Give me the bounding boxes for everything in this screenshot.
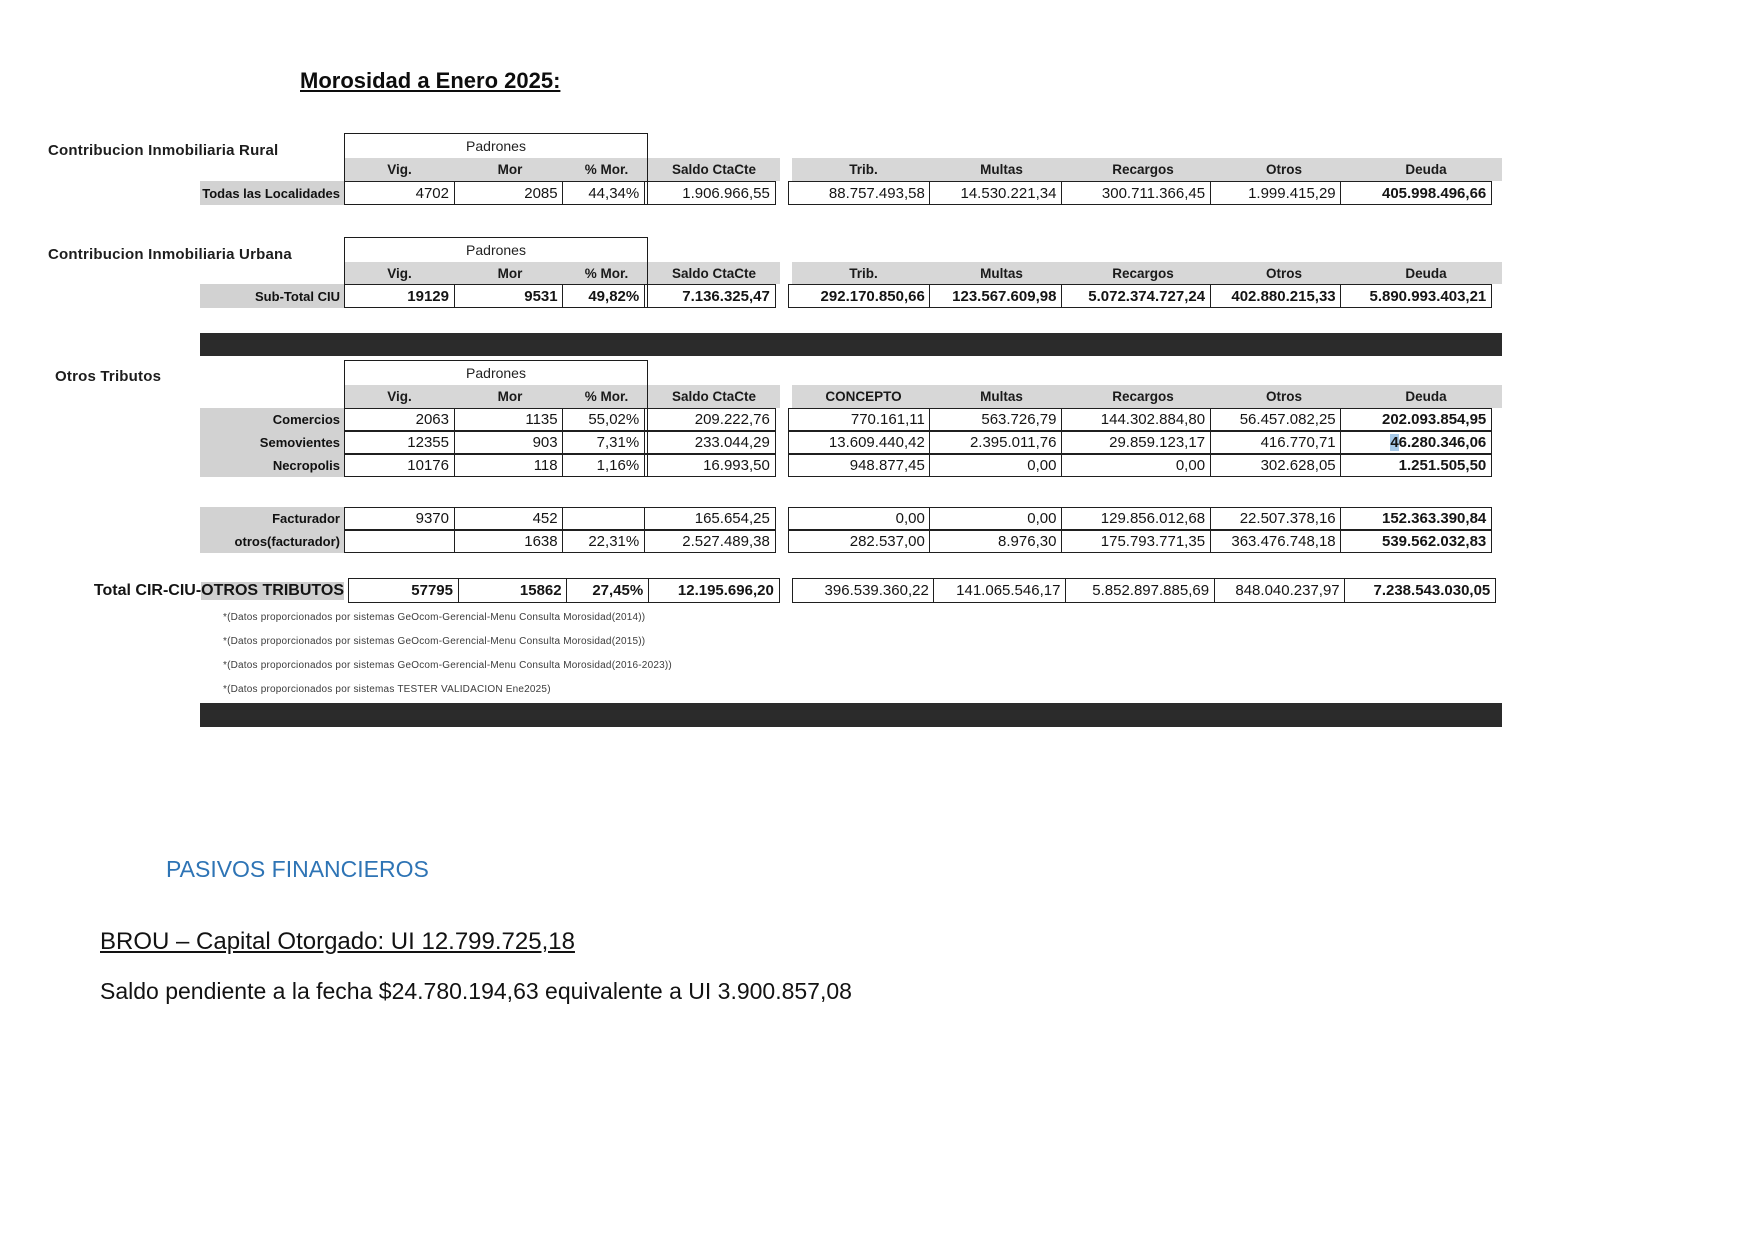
cell-mor: 118 [454, 454, 564, 477]
cell-multas: 141.065.546,17 [933, 578, 1066, 603]
col-header-otros: Otros [1218, 385, 1350, 408]
cell-multas: 14.530.221,34 [929, 181, 1062, 205]
col-header-multas: Multas [935, 385, 1068, 408]
cell-vig: 19129 [344, 284, 455, 308]
cell-otros: 416.770,71 [1210, 431, 1342, 454]
cell-pct: 55,02% [562, 408, 645, 431]
fact-row-facturador [0, 507, 1492, 530]
separator-bar [200, 703, 1502, 727]
cell-recargos: 300.711.366,45 [1061, 181, 1211, 205]
fact-row-otros-facturador [0, 530, 1492, 553]
cir-padrones-row [0, 133, 648, 158]
col-header-pct-mor: % Mor. [565, 262, 648, 284]
col-header-recargos: Recargos [1068, 158, 1218, 181]
cell-concepto: 0,00 [788, 507, 931, 530]
ot-padrones-row [0, 360, 648, 385]
cell-deuda-rest: 6.280.346,06 [1398, 434, 1487, 451]
cell-vig: 57795 [348, 578, 459, 603]
row-label: Todas las Localidades [200, 181, 344, 205]
col-header-multas: Multas [935, 262, 1068, 284]
cir-header-row [0, 158, 1502, 181]
col-header-pct-mor: % Mor. [565, 385, 648, 408]
cell-mor: 2085 [454, 181, 564, 205]
cell-recargos: 5.072.374.727,24 [1061, 284, 1211, 308]
cell-concepto: 13.609.440,42 [788, 431, 931, 454]
row-label: otros(facturador) [200, 530, 344, 553]
col-header-mor: Mor [455, 262, 565, 284]
selection-highlight: 4 [1390, 434, 1399, 451]
cell-mor: 452 [454, 507, 564, 530]
col-header-saldo: Saldo CtaCte [648, 262, 780, 284]
ciu-header-row [0, 262, 1502, 284]
col-header-deuda: Deuda [1350, 262, 1502, 284]
total-label-highlight: OTROS TRIBUTOS [201, 581, 344, 599]
footnote-line: *(Datos proporcionados por sistemas GeOcom-Gerencial-Menu Consulta Morosidad(2015)) [223, 636, 646, 647]
col-header-saldo: Saldo CtaCte [648, 158, 780, 181]
cell-mor: 903 [454, 431, 564, 454]
cell-otros: 848.040.237,97 [1214, 578, 1346, 603]
footnotes [223, 606, 672, 702]
row-label: Sub-Total CIU [200, 284, 344, 308]
cell-saldo: 2.527.489,38 [644, 530, 776, 553]
cell-pct: 7,31% [562, 431, 645, 454]
text-saldo-pendiente: Saldo pendiente a la fecha $24.780.194,63 equivalente a UI 3.900.857,08 [100, 978, 852, 1004]
cell-vig: 4702 [344, 181, 455, 205]
separator-bar [200, 333, 1502, 356]
cell-saldo: 233.044,29 [644, 431, 776, 454]
col-header-recargos: Recargos [1068, 385, 1218, 408]
footnote-line: *(Datos proporcionados por sistemas GeOcom-Gerencial-Menu Consulta Morosidad(2014)) [223, 612, 646, 623]
footnote-line: *(Datos proporcionados por sistemas GeOcom-Gerencial-Menu Consulta Morosidad(2016-2023)) [223, 660, 672, 671]
cell-otros: 402.880.215,33 [1210, 284, 1342, 308]
col-header-mor: Mor [455, 385, 565, 408]
cell-vig: 2063 [344, 408, 455, 431]
col-header-trib: Trib. [792, 262, 935, 284]
heading-pasivos-financieros: PASIVOS FINANCIEROS [166, 856, 429, 882]
cell-vig: 12355 [344, 431, 455, 454]
col-header-vig: Vig. [344, 158, 455, 181]
cell-recargos: 144.302.884,80 [1061, 408, 1211, 431]
cell-saldo: 165.654,25 [644, 507, 776, 530]
cir-data-row [0, 181, 1492, 205]
col-header-recargos: Recargos [1068, 262, 1218, 284]
cell-recargos: 129.856.012,68 [1061, 507, 1211, 530]
cell-vig: 9370 [344, 507, 455, 530]
col-header-concepto: CONCEPTO [792, 385, 935, 408]
ot-row-comercios [0, 408, 1492, 431]
cell-otros: 1.999.415,29 [1210, 181, 1342, 205]
cell-deuda: 152.363.390,84 [1340, 507, 1492, 530]
cell-saldo: 16.993,50 [644, 454, 776, 477]
cell-concepto: 282.537,00 [788, 530, 931, 553]
cell-deuda: 1.251.505,50 [1340, 454, 1492, 477]
section-label-ciu: Contribucion Inmobiliaria Urbana [48, 246, 292, 263]
cell-vig: 10176 [344, 454, 455, 477]
ciu-padrones-header: Padrones [466, 241, 526, 258]
cell-concepto: 770.161,11 [788, 408, 931, 431]
cell-multas: 0,00 [929, 507, 1062, 530]
cell-pct: 22,31% [562, 530, 645, 553]
cell-otros: 56.457.082,25 [1210, 408, 1342, 431]
cell-saldo: 209.222,76 [644, 408, 776, 431]
cell-pct: 49,82% [562, 284, 645, 308]
ciu-data-row [0, 284, 1492, 308]
col-header-vig: Vig. [344, 385, 455, 408]
total-row-label [70, 578, 348, 603]
cell-deuda [1340, 431, 1492, 454]
cell-otros: 302.628,05 [1210, 454, 1342, 477]
total-label-pre: Total CIR-CIU- [93, 581, 202, 599]
cell-multas: 563.726,79 [929, 408, 1062, 431]
cell-pct: 27,45% [566, 578, 649, 603]
ot-row-necropolis [0, 454, 1492, 477]
ot-padrones-header: Padrones [466, 364, 526, 381]
row-label: Facturador [200, 507, 344, 530]
row-label: Semovientes [200, 431, 344, 454]
footnote-line: *(Datos proporcionados por sistemas TESTER VALIDACION Ene2025) [223, 684, 551, 695]
page-title: Morosidad a Enero 2025: [300, 68, 561, 93]
cell-saldo: 12.195.696,20 [648, 578, 780, 603]
cell-concepto: 948.877,45 [788, 454, 931, 477]
text-brou-capital: BROU – Capital Otorgado: UI 12.799.725,18 [100, 928, 575, 955]
total-row [0, 578, 1496, 603]
cell-trib: 88.757.493,58 [788, 181, 931, 205]
cell-mor: 9531 [454, 284, 564, 308]
ciu-padrones-row [0, 237, 648, 262]
cir-padrones-header: Padrones [466, 137, 526, 154]
cell-recargos: 0,00 [1061, 454, 1211, 477]
cell-recargos: 5.852.897.885,69 [1065, 578, 1215, 603]
cell-deuda: 5.890.993.403,21 [1340, 284, 1492, 308]
cell-pct [562, 507, 645, 530]
cell-pct: 1,16% [562, 454, 645, 477]
cell-mor: 1638 [454, 530, 564, 553]
section-label-otros-tributos: Otros Tributos [55, 368, 162, 385]
col-header-saldo: Saldo CtaCte [648, 385, 780, 408]
cell-otros: 22.507.378,16 [1210, 507, 1342, 530]
cell-pct: 44,34% [562, 181, 645, 205]
col-header-pct-mor: % Mor. [565, 158, 648, 181]
cell-deuda: 7.238.543.030,05 [1344, 578, 1496, 603]
col-header-deuda: Deuda [1350, 385, 1502, 408]
cell-vig [344, 530, 455, 553]
cell-recargos: 29.859.123,17 [1061, 431, 1211, 454]
col-header-mor: Mor [455, 158, 565, 181]
section-label-cir: Contribucion Inmobiliaria Rural [48, 142, 279, 159]
cell-saldo: 7.136.325,47 [644, 284, 776, 308]
col-header-trib: Trib. [792, 158, 935, 181]
col-header-otros: Otros [1218, 262, 1350, 284]
cell-trib: 396.539.360,22 [792, 578, 935, 603]
ot-header-row [0, 385, 1502, 408]
cell-deuda: 405.998.496,66 [1340, 181, 1492, 205]
cell-mor: 1135 [454, 408, 564, 431]
col-header-otros: Otros [1218, 158, 1350, 181]
cell-recargos: 175.793.771,35 [1061, 530, 1211, 553]
cell-mor: 15862 [458, 578, 568, 603]
cell-multas: 8.976,30 [929, 530, 1062, 553]
col-header-deuda: Deuda [1350, 158, 1502, 181]
row-label: Necropolis [200, 454, 344, 477]
cell-deuda: 539.562.032,83 [1340, 530, 1492, 553]
cell-multas: 123.567.609,98 [929, 284, 1062, 308]
row-label: Comercios [200, 408, 344, 431]
cell-multas: 0,00 [929, 454, 1062, 477]
cell-multas: 2.395.011,76 [929, 431, 1062, 454]
cell-otros: 363.476.748,18 [1210, 530, 1342, 553]
ot-row-semovientes [0, 431, 1492, 454]
col-header-multas: Multas [935, 158, 1068, 181]
cell-deuda: 202.093.854,95 [1340, 408, 1492, 431]
cell-trib: 292.170.850,66 [788, 284, 931, 308]
cell-saldo: 1.906.966,55 [644, 181, 776, 205]
col-header-vig: Vig. [344, 262, 455, 284]
